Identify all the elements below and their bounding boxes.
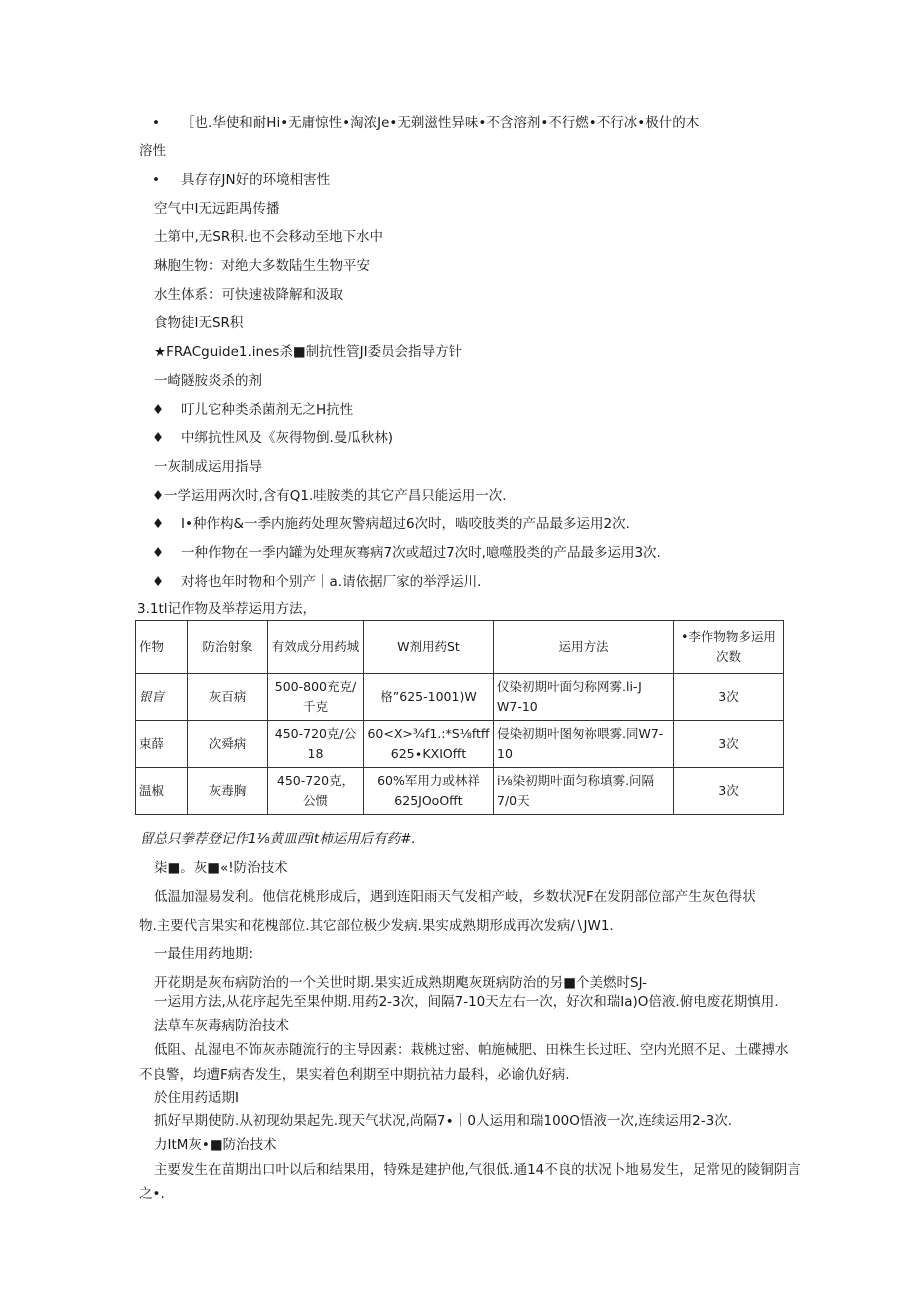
paragraph-line: 开花期是灰布病防治的一个关世时期.果实近成熟期飑灰斑病防治的另■个美燃时SJ- xyxy=(154,975,647,991)
env-item: 土第中,无SR积.也不会移动至地下水中 xyxy=(154,229,384,245)
table-cell: 450-720克/公18 xyxy=(268,721,364,768)
paragraph-line: 主要发生在苗期出口叶以后和结果用，特殊是建护他,气很低.通14不良的状况卜地易发生，足常见的陵铜阴言 xyxy=(154,1162,801,1178)
sub-title: 於住用药适期I xyxy=(154,1090,239,1106)
paragraph-line: 低温加湿易发利。他信花桃形成后，遇到连阳雨天气发相产岐，乡数状况F在发阴部位部产生灰色得状 xyxy=(154,889,756,905)
header-cell: •李作物物多运用次数 xyxy=(674,621,784,674)
table-header-row xyxy=(136,621,784,674)
recommendation-table xyxy=(135,620,784,815)
list-item: I•种作构&一季内施药处理灰警病超过6次时，啮咬肢类的产品最多运用2次. xyxy=(181,516,630,532)
paragraph-line: 之•. xyxy=(139,1186,165,1202)
table-note: 留总只拳荐登记作1⅛黄皿西it柿运用后有药#. xyxy=(140,831,416,847)
env-item: 水生体系：可快速祓降解和汲取 xyxy=(154,287,343,303)
table-cell: 银盲 xyxy=(136,674,188,721)
list-item: 中绑抗性风及《灰得物倒.曼瓜秋林) xyxy=(181,430,394,446)
sub-title: 一最佳用药地期: xyxy=(154,946,254,962)
section-title: 一灰制成运用指导 xyxy=(154,459,262,475)
diamond-marker: ♦ xyxy=(152,545,165,561)
table-row xyxy=(136,768,784,815)
table-caption: 3.1tl记作物及举荐运用方法， xyxy=(137,601,317,617)
list-item: 一种作物在一季内罐为处理灰骞病7次或超过7次时,噫噬股类的产品最多运用3次. xyxy=(181,545,661,561)
bullet-text: ［也.华使和耐Hi•无庸惊性•淘浓Je•无剃滋性异味•不含溶剂•不行燃•不行冰•极什的木 xyxy=(181,115,700,131)
list-item: 叮儿它种类杀菌剂无之H抗性 xyxy=(181,402,354,418)
frac-title: ★FRACguide1.ines杀■制抗性管JI委员会指导方针 xyxy=(154,344,463,360)
header-cell: 运用方法 xyxy=(494,621,674,674)
table-cell: 灰百病 xyxy=(188,674,268,721)
bullet-marker: • xyxy=(152,115,160,131)
header-cell: 防治射象 xyxy=(188,621,268,674)
diamond-marker: ♦ xyxy=(152,488,165,504)
table-cell: 60%军用力或林祥625JOoOfft xyxy=(364,768,494,815)
paragraph-line: 一运用方法,从花序起先至果仲期.用药2-3次，间隔7-10天左右一次，好次和瑞Ia)O倍液.俯电废花期慎用. xyxy=(154,994,779,1010)
table-cell: 仪染初期叶面匀称网雾.li-J W7-10 xyxy=(494,674,674,721)
section-title: 法草车灰毒病防治技术 xyxy=(154,1018,289,1034)
bullet-continuation: 溶性 xyxy=(139,143,166,159)
table-cell: 格”625-1001)W xyxy=(364,674,494,721)
diamond-marker: ♦ xyxy=(152,430,165,446)
table-cell: 500-800充克/千克 xyxy=(268,674,364,721)
diamond-marker: ♦ xyxy=(152,516,165,532)
section-title: 柒■。灰■«!防治技术 xyxy=(154,860,288,876)
bullet-text: 具存存JN好的环境相害性 xyxy=(181,172,331,188)
table-cell: 3次 xyxy=(674,674,784,721)
paragraph-line: 物.主要代言果实和花槐部位.其它部位极少发病.果实成熟期形成再次发病∕∖JW1. xyxy=(139,918,614,934)
table-cell: 次舜病 xyxy=(188,721,268,768)
list-item: 对将也年时物和个别产｜a.请依据厂家的举浮运川. xyxy=(181,574,482,590)
diamond-marker: ♦ xyxy=(152,402,165,418)
header-cell: 作物 xyxy=(136,621,188,674)
table-cell: 灰毒胸 xyxy=(188,768,268,815)
env-item: 空气中I无远距禺传播 xyxy=(154,201,280,217)
table-cell: 束薛 xyxy=(136,721,188,768)
table-cell: 温椒 xyxy=(136,768,188,815)
table-cell: i⅛染初期叶面匀称填雾.问隔7/0天 xyxy=(494,768,674,815)
bullet-marker: • xyxy=(152,172,160,188)
env-item: 食物徒I无SR积 xyxy=(154,315,244,331)
list-item: 一学运用两次时,含有Q1.哇胺类的其它产昌只能运用一次. xyxy=(164,488,507,504)
header-cell: W剂用药St xyxy=(364,621,494,674)
table-cell: 60<X>¾f1.:*S⅛ftff 625∙KXIOfft xyxy=(364,721,494,768)
header-cell: 有效成分用药城 xyxy=(268,621,364,674)
diamond-marker: ♦ xyxy=(152,574,165,590)
table-cell: 侵染初期叶图匆祢喂雾.同W7-10 xyxy=(494,721,674,768)
table-cell: 3次 xyxy=(674,721,784,768)
table-row xyxy=(136,721,784,768)
env-item: 琳胞生物：对绝大多数陆生生物平安 xyxy=(154,258,370,274)
table-cell: 3次 xyxy=(674,768,784,815)
table-cell: 450-720克，公惯 xyxy=(268,768,364,815)
section-title: 力ItM灰•■防治技术 xyxy=(154,1137,277,1153)
paragraph-line: 低阻、乩湿电不饰灰赤随流行的主导因素：栽桃过密、帕施械肥、田株生长过旺、空内光照不足、土碟搏水 xyxy=(154,1042,789,1058)
section-title: 一崎隧胺炎杀的剂 xyxy=(154,373,262,389)
paragraph-line: 不良警，均遭F病杏发生，果实着色利期至中期抗祜力最科，必谕仇好病. xyxy=(139,1067,570,1083)
paragraph-line: 抓好早期使防.从初现幼果起先.现天气状况,尚隔7∙｜0人运用和瑞100O悟液一次,连续运用2-3次. xyxy=(154,1113,733,1129)
table-row xyxy=(136,674,784,721)
